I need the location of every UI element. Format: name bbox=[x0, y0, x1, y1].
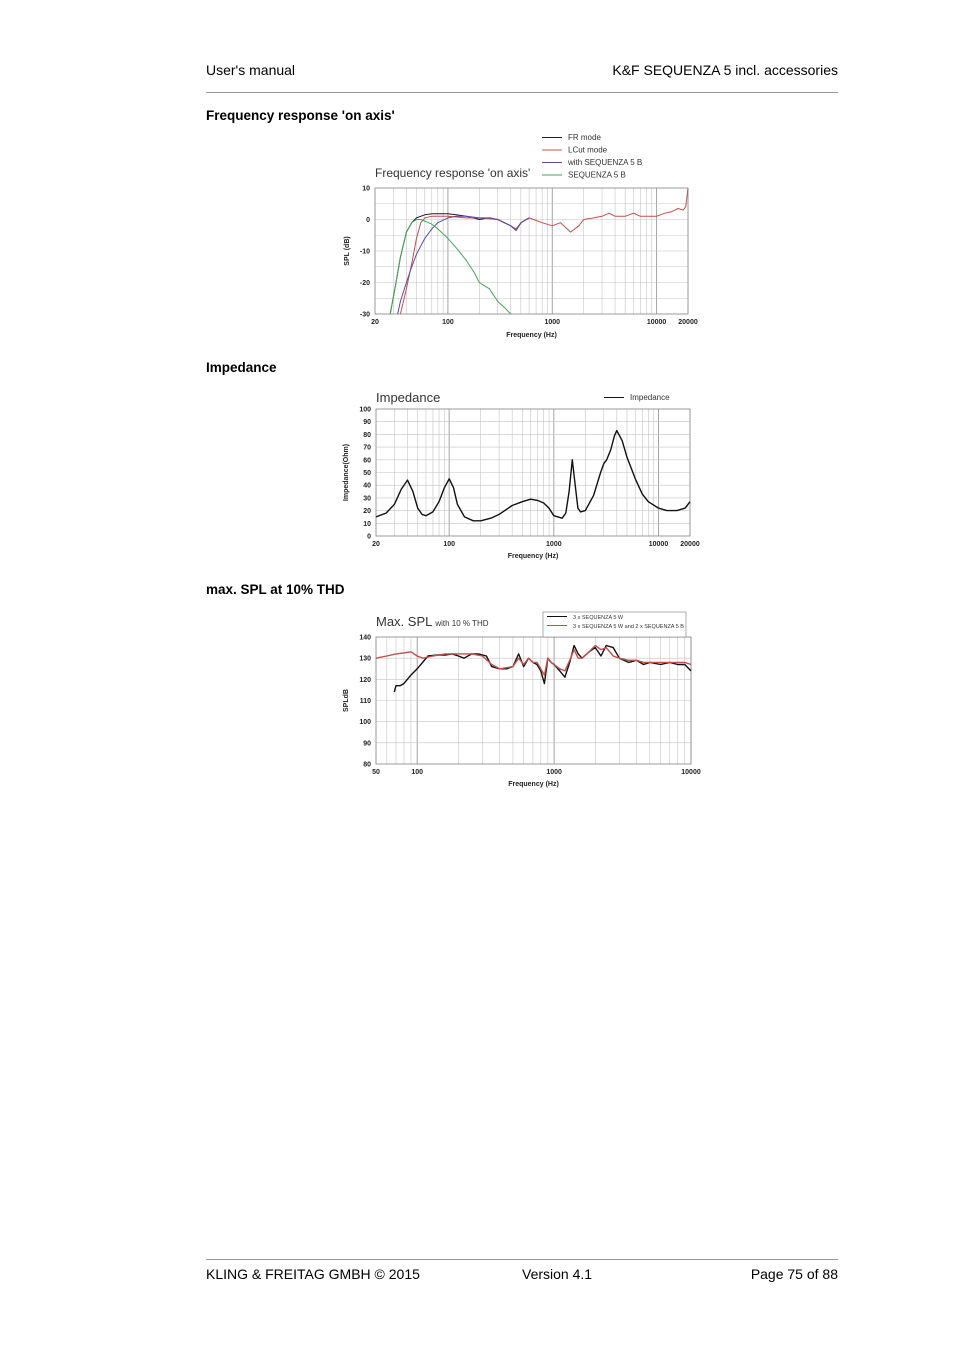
x-tick-label: 10000 bbox=[681, 769, 701, 776]
y-tick-label: 0 bbox=[367, 533, 371, 541]
x-tick-label: 100 bbox=[443, 541, 456, 548]
y-tick-label: 40 bbox=[363, 482, 371, 490]
header-divider bbox=[206, 92, 838, 93]
x-tick-label: 1000 bbox=[544, 319, 561, 326]
y-tick-label: 90 bbox=[363, 419, 371, 427]
max-spl-chart bbox=[336, 606, 706, 792]
x-tick-label: 20000 bbox=[680, 541, 700, 548]
y-tick-label: 90 bbox=[363, 740, 371, 748]
legend-label: 3 x SEQUENZA 5 W bbox=[573, 615, 624, 621]
y-tick-label: 80 bbox=[363, 431, 371, 439]
x-tick-label: 20000 bbox=[678, 319, 698, 326]
series-line-1 bbox=[390, 214, 529, 314]
footer-version: Version 4.1 bbox=[522, 1266, 593, 1282]
section-title-impedance: Impedance bbox=[206, 360, 277, 375]
x-tick-label: 10000 bbox=[648, 541, 669, 548]
y-tick-label: -20 bbox=[359, 280, 370, 287]
series-line-1 bbox=[376, 431, 690, 521]
y-tick-label: 0 bbox=[366, 217, 370, 224]
y-tick-label: 60 bbox=[363, 457, 371, 465]
x-tick-label: 20 bbox=[371, 319, 379, 326]
legend-label: Impedance bbox=[630, 393, 670, 402]
footer-company: KLING & FREITAG GMBH © 2015 bbox=[206, 1266, 420, 1282]
x-axis-label: Frequency (Hz) bbox=[506, 332, 557, 339]
x-tick-label: 100 bbox=[442, 319, 454, 326]
x-tick-label: 50 bbox=[372, 769, 380, 776]
y-tick-label: -30 bbox=[359, 311, 370, 319]
y-tick-label: 120 bbox=[359, 676, 371, 684]
section-title-max-spl: max. SPL at 10% THD bbox=[206, 582, 345, 597]
header-product-label: K&F SEQUENZA 5 incl. accessories bbox=[612, 62, 838, 78]
x-tick-label: 10000 bbox=[646, 319, 667, 326]
legend-label: LCut mode bbox=[568, 145, 608, 155]
chart-subtitle: with 10 % THD bbox=[435, 619, 489, 628]
y-tick-label: 10 bbox=[362, 185, 370, 193]
legend-label: 3 x SEQUENZA 5 W and 2 x SEQUENZA 5 B bbox=[573, 624, 684, 630]
y-tick-label: 140 bbox=[359, 634, 371, 642]
legend-label: SEQUENZA 5 B bbox=[568, 170, 626, 180]
legend-label: FR mode bbox=[568, 133, 601, 142]
series-line-1 bbox=[394, 646, 691, 693]
y-tick-label: 110 bbox=[359, 698, 371, 705]
series-line-2 bbox=[376, 646, 691, 676]
y-tick-label: 20 bbox=[363, 508, 371, 516]
y-tick-label: 100 bbox=[359, 719, 371, 727]
y-tick-label: 80 bbox=[363, 761, 371, 769]
y-tick-label: -10 bbox=[359, 248, 370, 256]
y-axis-label: Impedance(Ohm) bbox=[343, 443, 350, 502]
x-tick-label: 1000 bbox=[546, 541, 562, 548]
legend-label: with SEQUENZA 5 B bbox=[568, 158, 643, 167]
impedance-chart bbox=[336, 386, 706, 564]
y-tick-label: 50 bbox=[363, 470, 371, 477]
y-tick-label: 70 bbox=[363, 444, 371, 452]
series-line-3 bbox=[398, 216, 529, 314]
chart-title: Frequency response 'on axis' bbox=[375, 166, 531, 180]
x-axis-label: Frequency (Hz) bbox=[507, 553, 559, 560]
chart-title: Max. SPL bbox=[376, 614, 433, 629]
x-axis-label: Frequency (Hz) bbox=[508, 781, 559, 788]
x-tick-label: 1000 bbox=[546, 769, 562, 776]
y-axis-label: SPLdB bbox=[343, 689, 350, 712]
x-tick-label: 20 bbox=[372, 541, 380, 548]
footer-divider bbox=[206, 1259, 838, 1260]
y-tick-label: 10 bbox=[363, 520, 371, 528]
y-tick-label: 100 bbox=[359, 406, 371, 414]
section-title-frequency-response: Frequency response 'on axis' bbox=[206, 108, 395, 123]
footer-page-number: Page 75 of 88 bbox=[750, 1266, 838, 1282]
header-manual-label: User's manual bbox=[206, 62, 296, 78]
frequency-response-chart bbox=[336, 132, 706, 342]
y-axis-label: SPL (dB) bbox=[344, 236, 351, 266]
y-tick-label: 130 bbox=[359, 655, 371, 663]
chart-title: Impedance bbox=[376, 390, 441, 405]
x-tick-label: 100 bbox=[411, 769, 424, 776]
y-tick-label: 30 bbox=[363, 495, 371, 503]
